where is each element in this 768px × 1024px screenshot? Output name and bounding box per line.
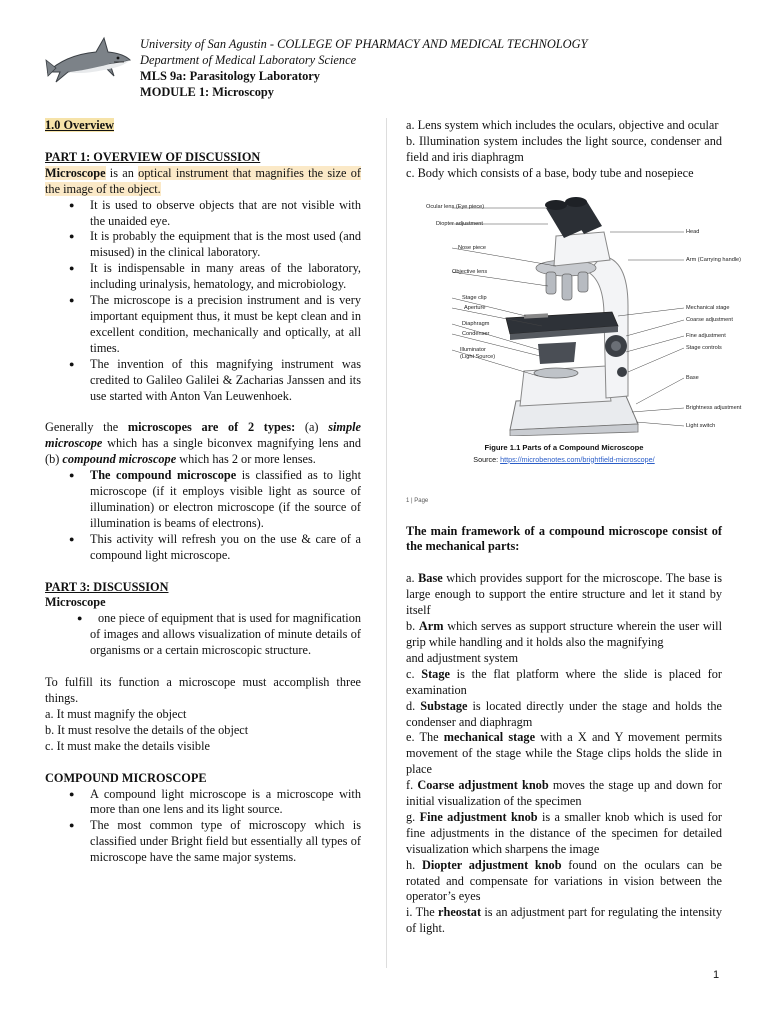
- part-item: f. Coarse adjustment knob moves the stage up and down for initial visualization of the specimen: [406, 778, 722, 809]
- label-condenser: Condenser: [462, 330, 490, 337]
- list-item: ● The most common type of microscopy which is classified under Bright field but essentially all types of microscope have the same major systems.: [90, 818, 361, 866]
- part-item: and adjustment system: [406, 650, 519, 665]
- label-illuminator: Illuminator: [460, 346, 486, 353]
- microscope-definition: Microscope is an optical instrument that magnifies the size of the image of the object.: [45, 165, 361, 196]
- label-stage-clip: Stage clip: [462, 294, 487, 301]
- list-item: ● The compound microscope is classified as to light microscope (if it employs visible light as source of illumination) or electron microscope (if the source of illumination is beams of electrons).: [90, 468, 361, 532]
- label-head: Head: [686, 228, 700, 235]
- course-line: MLS 9a: Parasitology Laboratory: [140, 69, 320, 83]
- label-light-source: (Light Source): [460, 353, 496, 360]
- part3-heading: PART 3: DISCUSSION: [45, 579, 169, 594]
- list-item: ● It is indispensable in many areas of the laboratory, including urinalysis, hematology, and microbiology.: [90, 261, 361, 293]
- microscope-bullets: [45, 611, 361, 659]
- overview-heading: 1.0 Overview: [45, 118, 114, 132]
- part-item: i. The rheostat is an adjustment part for regulating the intensity of light.: [406, 905, 722, 936]
- part-item: b. Arm which serves as support structure wherein the user will grip while handling and it holds also the magnifying: [406, 619, 722, 649]
- left-column: [45, 118, 361, 866]
- label-diaphragm: Diaphragm: [462, 320, 490, 327]
- microscope-figure: [406, 196, 742, 488]
- label-objective-lens: Objective lens: [452, 268, 488, 275]
- label-nose-piece: Nose piece: [458, 244, 486, 251]
- list-item: ● A compound light microscope is a microscope with more than one lens and its light source.: [90, 787, 361, 819]
- label-mechanical-stage: Mechanical stage: [686, 304, 730, 311]
- requirement-item: c. It must make the details visible: [45, 738, 210, 753]
- list-item: ● It is probably the equipment that is the most used (and misused) in the clinical laboratory.: [90, 229, 361, 261]
- shark-logo: [44, 32, 132, 90]
- label-aperture: Aperture: [464, 304, 486, 311]
- label-base: Base: [686, 374, 699, 381]
- label-fine-adjustment: Fine adjustment: [686, 332, 726, 339]
- compound-microscope-heading: COMPOUND MICROSCOPE: [45, 770, 207, 785]
- department-line: Department of Medical Laboratory Science: [140, 53, 357, 67]
- framework-heading: The main framework of a compound microscope consist of the mechanical parts:: [406, 523, 722, 554]
- label-coarse-adjustment: Coarse adjustment: [686, 316, 733, 323]
- list-item: ● This activity will refresh you on the use & care of a compound light microscope.: [90, 532, 361, 564]
- label-stage-controls: Stage controls: [686, 344, 722, 351]
- microscope-types-paragraph: Generally the microscopes are of 2 types: (a) simple microscope which has a single biconvex magnifying lens and (b) compound microscope which has 2 or more lenses.: [45, 420, 361, 467]
- compound-bullets: [45, 468, 361, 563]
- label-ocular-lens: Ocular lens (Eye piece): [426, 203, 485, 210]
- compound-microscope-bullets: [45, 787, 361, 867]
- part-item: e. The mechanical stage with a X and Y movement permits movement of the stage while the Stage clips holds the slide in place: [406, 730, 723, 777]
- system-item: b. Illumination system includes the light source, condenser and field and iris diaphragm: [406, 133, 722, 164]
- label-brightness-adjustment: Brightness adjustment: [686, 404, 742, 411]
- system-item: a. Lens system which includes the oculars, objective and ocular: [406, 118, 719, 132]
- part-item: h. Diopter adjustment knob found on the oculars can be rotated and compensate for variations in vision between the operator’s eyes: [406, 857, 723, 904]
- part1-heading: PART 1: OVERVIEW OF DISCUSSION: [45, 149, 261, 164]
- list-item: ● The invention of this magnifying instrument was credited to Galileo Galilei & Zacharias Janssen and its use started with Anton Van Leuwenhoek.: [90, 357, 361, 405]
- part-item: c. Stage is the flat platform where the slide is placed for examination: [406, 666, 722, 697]
- figure-source: Source: https://microbenotes.com/brightfield-microscope/: [473, 454, 655, 464]
- module-line: MODULE 1: Microscopy: [140, 85, 274, 99]
- column-divider: [386, 118, 387, 968]
- requirement-item: b. It must resolve the details of the object: [45, 722, 249, 737]
- overview-bullets: [45, 198, 361, 405]
- figure-caption: Figure 1.1 Parts of a Compound Microscope: [484, 442, 644, 452]
- right-column: [406, 118, 742, 937]
- page-number: 1: [713, 969, 720, 981]
- label-arm: Arm (Carrying handle): [686, 256, 742, 263]
- requirement-item: a. It must magnify the object: [45, 706, 187, 721]
- part-item: g. Fine adjustment knob is a smaller knob which is used for fine adjustments in the distance of the specimen for detailed visualization which sharpens the image: [406, 809, 722, 856]
- compound-microscope-illustration: [406, 196, 722, 436]
- microscope-subheading: Microscope: [45, 595, 106, 610]
- fulfill-paragraph: To fulfill its function a microscope must accomplish three things.: [45, 675, 361, 705]
- list-item: ● The microscope is a precision instrument and is very important equipment thus, it must be kept clean and in excellent condition, mechanically and optically, at all times.: [90, 293, 361, 357]
- part-item: a. Base which provides support for the microscope. The base is large enough to support the entire structure and let it stand by itself: [406, 571, 723, 618]
- part-item: d. Substage is located directly under the stage and holds the condenser and diaphragm: [406, 698, 722, 729]
- list-item: ● one piece of equipment that is used for magnification of images and allows visualization of minute details of organisms or a certain microscopic structure.: [90, 611, 361, 659]
- document-header: [140, 36, 587, 100]
- page-note: 1 | Page: [406, 497, 429, 504]
- label-light-switch: Light switch: [686, 422, 716, 429]
- label-diopter-adjustment: Diopter adjustment: [436, 220, 483, 227]
- source-link[interactable]: https://microbenotes.com/brightfield-microscope/: [500, 454, 655, 464]
- system-item: c. Body which consists of a base, body tube and nosepiece: [406, 165, 694, 180]
- list-item: ● It is used to observe objects that are not visible with the unaided eye.: [90, 198, 361, 230]
- university-line: University of San Agustin - COLLEGE OF PHARMACY AND MEDICAL TECHNOLOGY: [140, 37, 588, 51]
